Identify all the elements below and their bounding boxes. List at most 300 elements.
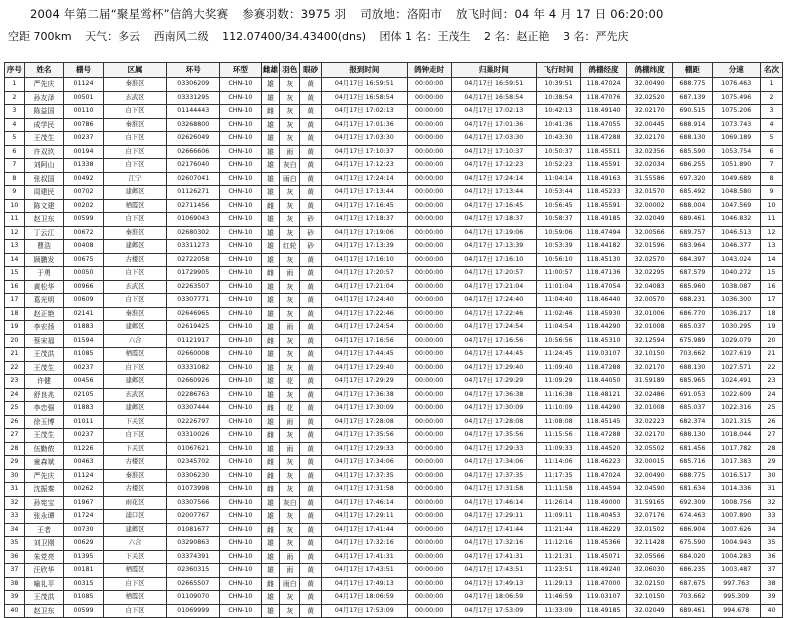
entry-count: 参赛羽数：3975 羽 xyxy=(242,7,347,21)
table-cell: 04月17日 17:41:44 xyxy=(322,523,408,537)
table-cell: 栖霞区 xyxy=(103,591,167,605)
table-cell: 灰白 xyxy=(280,496,300,510)
column-header: 飞行时间 xyxy=(537,63,581,78)
table-cell: CHN-10 xyxy=(220,415,262,429)
table-cell: CHN-10 xyxy=(220,388,262,402)
table-cell: 灰 xyxy=(280,537,300,551)
table-row xyxy=(5,496,783,510)
table-cell: 00730 xyxy=(64,523,104,537)
table-row xyxy=(5,537,783,551)
table-cell: 灰 xyxy=(280,253,300,267)
table-cell: 00:00:00 xyxy=(407,415,451,429)
table-cell: 10:56:56 xyxy=(537,334,581,348)
table-cell: 灰白 xyxy=(280,159,300,173)
table-cell: 04月17日 17:41:31 xyxy=(322,550,408,564)
table-cell: 04月17日 17:24:14 xyxy=(322,172,408,186)
table-cell: 栖霞区 xyxy=(103,199,167,213)
table-cell: 灰 xyxy=(280,469,300,483)
table-cell: 雨白 xyxy=(280,172,300,186)
table-cell: 白下区 xyxy=(103,159,167,173)
table-cell: 00:00:00 xyxy=(407,591,451,605)
table-row xyxy=(5,213,783,227)
table-cell: 02345702 xyxy=(167,456,220,470)
race-title: 2004 年第二届“聚星鸴杯”信鸽大奖赛 xyxy=(30,7,229,21)
table-cell: 118.45591 xyxy=(581,159,627,173)
table-cell: 白下区 xyxy=(103,213,167,227)
table-cell: 王茂洪 xyxy=(24,348,64,362)
table-cell: 118.47076 xyxy=(581,91,627,105)
table-cell: 1030.295 xyxy=(712,321,760,335)
table-cell: 黄 xyxy=(300,456,322,470)
table-row xyxy=(5,226,783,240)
table-cell: 04月17日 17:13:44 xyxy=(322,186,408,200)
release-coords: 112.07400/34.43400(dns) xyxy=(222,30,367,43)
table-cell: CHN-10 xyxy=(220,253,262,267)
table-cell: 雄 xyxy=(261,496,280,510)
table-cell: 674.463 xyxy=(673,510,713,524)
table-cell: 11:00:57 xyxy=(537,267,581,281)
table-cell: 黄 xyxy=(300,483,322,497)
table-row xyxy=(5,402,783,416)
table-cell: 23 xyxy=(5,375,25,389)
table-cell: 32.01006 xyxy=(627,307,673,321)
table-cell: 03306230 xyxy=(167,469,220,483)
table-cell: 04月17日 17:35:56 xyxy=(451,429,537,443)
table-cell: 童森斌 xyxy=(24,456,64,470)
table-cell: 685.716 xyxy=(673,456,713,470)
table-cell: 28 xyxy=(5,442,25,456)
table-cell: 1043.024 xyxy=(712,253,760,267)
table-cell: 685.960 xyxy=(673,280,713,294)
table-cell: 建邺区 xyxy=(103,321,167,335)
table-cell: 朱党亮 xyxy=(24,550,64,564)
table-cell: 118.47494 xyxy=(581,226,627,240)
table-cell: 02711456 xyxy=(167,199,220,213)
table-cell: 11:24:45 xyxy=(537,348,581,362)
table-cell: 118.47136 xyxy=(581,267,627,281)
table-cell: 119.03107 xyxy=(581,591,627,605)
table-cell: 01073998 xyxy=(167,483,220,497)
table-cell: 1046.513 xyxy=(712,226,760,240)
table-cell: 00672 xyxy=(64,226,104,240)
table-cell: 690.515 xyxy=(673,105,713,119)
table-cell: 00110 xyxy=(64,105,104,119)
table-row xyxy=(5,145,783,159)
table-cell: 雄 xyxy=(261,280,280,294)
table-cell: CHN-10 xyxy=(220,172,262,186)
table-cell: 1016.517 xyxy=(712,469,760,483)
table-cell: 砂 xyxy=(300,226,322,240)
table-cell: 38 xyxy=(5,577,25,591)
table-cell: 灰 xyxy=(280,199,300,213)
table-cell: 01124 xyxy=(64,469,104,483)
table-cell: 雌 xyxy=(261,199,280,213)
table-cell: CHN-10 xyxy=(220,429,262,443)
table-cell: 玄武区 xyxy=(103,388,167,402)
table-cell: 雄 xyxy=(261,550,280,564)
table-row xyxy=(5,348,783,362)
table-cell: 687.139 xyxy=(673,91,713,105)
table-cell: 雌 xyxy=(261,456,280,470)
table-cell: CHN-10 xyxy=(220,442,262,456)
table-cell: 雨 xyxy=(280,550,300,564)
table-cell: 118.48121 xyxy=(581,388,627,402)
column-header: 环号 xyxy=(167,63,220,78)
table-cell: 04月17日 17:35:56 xyxy=(322,429,408,443)
table-cell: 00702 xyxy=(64,186,104,200)
table-cell: 7 xyxy=(5,159,25,173)
table-cell: CHN-10 xyxy=(220,132,262,146)
table-cell: 118.44290 xyxy=(581,321,627,335)
table-cell: 32.01502 xyxy=(627,523,673,537)
table-cell: 32.02170 xyxy=(627,429,673,443)
table-cell: 04月17日 17:10:37 xyxy=(451,145,537,159)
table-cell: 23 xyxy=(760,375,782,389)
table-cell: 692.309 xyxy=(673,496,713,510)
table-cell: 34 xyxy=(760,523,782,537)
table-cell: 01883 xyxy=(64,321,104,335)
table-cell: 王茂生 xyxy=(24,132,64,146)
table-cell: 喻礼平 xyxy=(24,577,64,591)
table-cell: 1073.743 xyxy=(712,118,760,132)
table-cell: 黄 xyxy=(300,604,322,618)
table-cell: CHN-10 xyxy=(220,240,262,254)
table-cell: 王者 xyxy=(24,523,64,537)
table-cell: 雄 xyxy=(261,375,280,389)
table-cell: 01594 xyxy=(64,334,104,348)
table-row xyxy=(5,199,783,213)
table-cell: 00:00:00 xyxy=(407,442,451,456)
table-cell: 02007767 xyxy=(167,510,220,524)
table-cell: 118.49163 xyxy=(581,172,627,186)
table-cell: 01395 xyxy=(64,550,104,564)
table-cell: 20 xyxy=(5,334,25,348)
table-cell: 灰 xyxy=(280,91,300,105)
table-cell: 02665507 xyxy=(167,577,220,591)
table-cell: CHN-10 xyxy=(220,78,262,92)
header-line-2 xyxy=(8,28,639,44)
table-cell: 31 xyxy=(760,483,782,497)
table-cell: CHN-10 xyxy=(220,361,262,375)
table-cell: 灰 xyxy=(280,118,300,132)
table-cell: 黄 xyxy=(300,496,322,510)
table-cell: 04月17日 17:03:30 xyxy=(451,132,537,146)
table-cell: 691.053 xyxy=(673,388,713,402)
table-cell: 00:00:00 xyxy=(407,483,451,497)
table-cell: 03307771 xyxy=(167,294,220,308)
table-cell: 秦淮区 xyxy=(103,226,167,240)
table-cell: 2 xyxy=(5,91,25,105)
table-cell: 688.130 xyxy=(673,429,713,443)
table-cell: 玄武区 xyxy=(103,280,167,294)
table-cell: 04月17日 17:49:13 xyxy=(322,577,408,591)
table-cell: 黄 xyxy=(300,415,322,429)
table-cell: CHN-10 xyxy=(220,402,262,416)
table-cell: 01724 xyxy=(64,510,104,524)
table-cell: 32.02223 xyxy=(627,415,673,429)
table-cell: 雄 xyxy=(261,537,280,551)
table-cell: 灰 xyxy=(280,280,300,294)
table-cell: 04月17日 17:13:44 xyxy=(451,186,537,200)
table-cell: 29 xyxy=(760,456,782,470)
table-cell: 雨白 xyxy=(280,577,300,591)
table-cell: 黄 xyxy=(300,145,322,159)
table-cell: 黄 xyxy=(300,469,322,483)
table-cell: CHN-10 xyxy=(220,91,262,105)
table-cell: 舒良兆 xyxy=(24,388,64,402)
table-cell: 30 xyxy=(5,469,25,483)
table-cell: 00786 xyxy=(64,118,104,132)
table-cell: 118.47288 xyxy=(581,132,627,146)
table-cell: 00:00:00 xyxy=(407,348,451,362)
table-cell: 栖霞区 xyxy=(103,564,167,578)
table-cell: 32.02034 xyxy=(627,159,673,173)
table-row xyxy=(5,604,783,618)
table-cell: 15 xyxy=(760,267,782,281)
table-cell: 686.904 xyxy=(673,523,713,537)
table-cell: CHN-10 xyxy=(220,334,262,348)
table-cell: 雨花区 xyxy=(103,496,167,510)
table-cell: 11:33:09 xyxy=(537,604,581,618)
table-cell: CHN-10 xyxy=(220,564,262,578)
table-cell: 04月17日 17:21:04 xyxy=(451,280,537,294)
table-cell: 灰 xyxy=(280,294,300,308)
table-cell: 684.397 xyxy=(673,253,713,267)
table-cell: 许双玖 xyxy=(24,145,64,159)
table-cell: 21 xyxy=(760,348,782,362)
table-row xyxy=(5,577,783,591)
table-cell: 02141 xyxy=(64,307,104,321)
table-cell: 04月17日 17:41:44 xyxy=(451,523,537,537)
table-cell: 118.45930 xyxy=(581,307,627,321)
table-cell: 04月17日 17:44:45 xyxy=(322,348,408,362)
table-cell: 8 xyxy=(760,172,782,186)
table-cell: 1003.487 xyxy=(712,564,760,578)
table-cell: 04月17日 17:21:04 xyxy=(322,280,408,294)
table-cell: 03331295 xyxy=(167,91,220,105)
table-cell: 00:00:00 xyxy=(407,145,451,159)
table-cell: 14 xyxy=(5,253,25,267)
table-cell: 00:00:00 xyxy=(407,564,451,578)
table-cell: CHN-10 xyxy=(220,348,262,362)
table-cell: 4 xyxy=(760,118,782,132)
table-cell: 36 xyxy=(760,550,782,564)
table-cell: 00:00:00 xyxy=(407,537,451,551)
table-cell: 32.10150 xyxy=(627,348,673,362)
table-cell: 04月17日 17:19:06 xyxy=(451,226,537,240)
table-cell: 赵卫东 xyxy=(24,213,64,227)
table-cell: 11:11:58 xyxy=(537,483,581,497)
table-cell: 26 xyxy=(760,415,782,429)
table-cell: 11:04:14 xyxy=(537,172,581,186)
table-cell: 00:00:00 xyxy=(407,253,451,267)
table-cell: 32.00015 xyxy=(627,456,673,470)
table-cell: 04月17日 17:13:39 xyxy=(322,240,408,254)
table-cell: 01967 xyxy=(64,496,104,510)
table-cell: 4 xyxy=(5,118,25,132)
table-cell: 雨 xyxy=(280,564,300,578)
table-cell: 684.020 xyxy=(673,550,713,564)
table-cell: 04月17日 17:13:39 xyxy=(451,240,537,254)
table-row xyxy=(5,375,783,389)
table-cell: 雨 xyxy=(280,442,300,456)
table-cell: 688.914 xyxy=(673,118,713,132)
table-cell: 04月17日 17:53:09 xyxy=(451,604,537,618)
table-cell: 686.770 xyxy=(673,307,713,321)
column-header: 区属 xyxy=(103,63,167,78)
table-cell: 25 xyxy=(5,402,25,416)
table-cell: 00:00:00 xyxy=(407,213,451,227)
table-cell: 118.45591 xyxy=(581,199,627,213)
table-cell: 118.45366 xyxy=(581,537,627,551)
table-cell: 5 xyxy=(5,132,25,146)
table-cell: 39 xyxy=(5,591,25,605)
table-cell: 32.00445 xyxy=(627,118,673,132)
table-cell: 砂 xyxy=(300,213,322,227)
table-cell: 04月17日 16:58:54 xyxy=(322,91,408,105)
table-cell: 李忠强 xyxy=(24,402,64,416)
table-cell: 118.46229 xyxy=(581,523,627,537)
table-cell: 04月17日 17:12:23 xyxy=(322,159,408,173)
table-cell: 雄 xyxy=(261,91,280,105)
table-cell: 00:00:00 xyxy=(407,172,451,186)
table-cell: 688.775 xyxy=(673,78,713,92)
table-cell: 118.45071 xyxy=(581,550,627,564)
column-header: 鸽钟走时 xyxy=(407,63,451,78)
table-cell: 00050 xyxy=(64,267,104,281)
table-cell: 02660008 xyxy=(167,348,220,362)
table-cell: 10:53:44 xyxy=(537,186,581,200)
table-cell: 32.00570 xyxy=(627,294,673,308)
table-cell: 36 xyxy=(5,550,25,564)
table-cell: 04月17日 17:24:14 xyxy=(451,172,537,186)
table-cell: 118.46223 xyxy=(581,456,627,470)
table-cell: 118.45233 xyxy=(581,186,627,200)
table-cell: 秦淮区 xyxy=(103,78,167,92)
table-cell: 04月17日 17:36:38 xyxy=(322,388,408,402)
table-cell: 雌 xyxy=(261,429,280,443)
table-cell: 1007.626 xyxy=(712,523,760,537)
table-cell: 灰 xyxy=(280,186,300,200)
table-cell: 118.47288 xyxy=(581,429,627,443)
table-cell: 灰 xyxy=(280,604,300,618)
table-cell: 03306209 xyxy=(167,78,220,92)
table-cell: 04月17日 17:29:29 xyxy=(451,375,537,389)
table-cell: 9 xyxy=(760,186,782,200)
table-cell: 白下区 xyxy=(103,604,167,618)
table-cell: 32.00002 xyxy=(627,199,673,213)
table-cell: 118.47288 xyxy=(581,361,627,375)
column-header: 名次 xyxy=(760,63,782,78)
table-cell: 00194 xyxy=(64,145,104,159)
table-cell: 白下区 xyxy=(103,361,167,375)
table-cell: 675.989 xyxy=(673,334,713,348)
table-cell: 雄 xyxy=(261,118,280,132)
table-cell: 白下区 xyxy=(103,267,167,281)
column-header: 棚号 xyxy=(64,63,104,78)
table-cell: 下关区 xyxy=(103,550,167,564)
table-cell: 02626049 xyxy=(167,132,220,146)
table-cell: 689.461 xyxy=(673,213,713,227)
table-cell: 11:17:35 xyxy=(537,469,581,483)
table-cell: 雄 xyxy=(261,564,280,578)
table-cell: 31.59165 xyxy=(627,496,673,510)
table-cell: 六合 xyxy=(103,537,167,551)
table-cell: 00237 xyxy=(64,132,104,146)
table-cell: 下关区 xyxy=(103,442,167,456)
table-cell: 32 xyxy=(760,496,782,510)
table-cell: 22 xyxy=(5,361,25,375)
table-cell: 11:26:14 xyxy=(537,496,581,510)
table-cell: 34 xyxy=(5,523,25,537)
table-cell: 1021.315 xyxy=(712,415,760,429)
table-cell: 雌 xyxy=(261,402,280,416)
table-cell: 10:50:37 xyxy=(537,145,581,159)
table-cell: 03374391 xyxy=(167,550,220,564)
table-cell: 04月17日 17:18:37 xyxy=(451,213,537,227)
table-cell: 04月17日 17:20:57 xyxy=(451,267,537,281)
table-cell: 118.40453 xyxy=(581,510,627,524)
table-cell: 雨 xyxy=(280,267,300,281)
table-cell: 01069999 xyxy=(167,604,220,618)
table-cell: 黄 xyxy=(300,253,322,267)
table-cell: 00181 xyxy=(64,564,104,578)
table-cell: 黄 xyxy=(300,172,322,186)
table-cell: 雌 xyxy=(261,334,280,348)
table-cell: 04月17日 17:46:14 xyxy=(322,496,408,510)
table-cell: 04月17日 17:10:37 xyxy=(322,145,408,159)
table-cell: 685.492 xyxy=(673,186,713,200)
table-cell: 01069043 xyxy=(167,213,220,227)
table-cell: 24 xyxy=(5,388,25,402)
table-cell: 04月17日 17:16:45 xyxy=(322,199,408,213)
table-cell: 灰 xyxy=(280,334,300,348)
table-cell: 35 xyxy=(5,537,25,551)
table-cell: 20 xyxy=(760,334,782,348)
table-cell: 11:01:04 xyxy=(537,280,581,294)
table-row xyxy=(5,307,783,321)
table-cell: 黄 xyxy=(300,429,322,443)
table-cell: 40 xyxy=(760,604,782,618)
table-cell: 1018.044 xyxy=(712,429,760,443)
table-cell: 秦淮区 xyxy=(103,118,167,132)
table-cell: 118.44050 xyxy=(581,375,627,389)
table-cell: 黄 xyxy=(300,564,322,578)
table-cell: 32.02049 xyxy=(627,213,673,227)
table-cell: 118.45130 xyxy=(581,253,627,267)
table-cell: 张叔国 xyxy=(24,172,64,186)
table-row xyxy=(5,321,783,335)
table-cell: 黄 xyxy=(300,361,322,375)
table-cell: 雄 xyxy=(261,415,280,429)
table-cell: 00:00:00 xyxy=(407,118,451,132)
table-cell: 赵卫东 xyxy=(24,604,64,618)
table-cell: 04月17日 17:28:08 xyxy=(322,415,408,429)
table-cell: CHN-10 xyxy=(220,105,262,119)
table-cell: 00675 xyxy=(64,253,104,267)
table-row xyxy=(5,388,783,402)
table-cell: 681.456 xyxy=(673,442,713,456)
table-cell: 04月17日 17:29:11 xyxy=(322,510,408,524)
table-cell: 灰 xyxy=(280,429,300,443)
table-cell: 王茂生 xyxy=(24,361,64,375)
table-cell: 1053.754 xyxy=(712,145,760,159)
table-cell: 灰 xyxy=(280,348,300,362)
table-cell: 16 xyxy=(5,280,25,294)
table-cell: 04月17日 17:12:23 xyxy=(451,159,537,173)
table-cell: 03311273 xyxy=(167,240,220,254)
table-cell: CHN-10 xyxy=(220,496,262,510)
